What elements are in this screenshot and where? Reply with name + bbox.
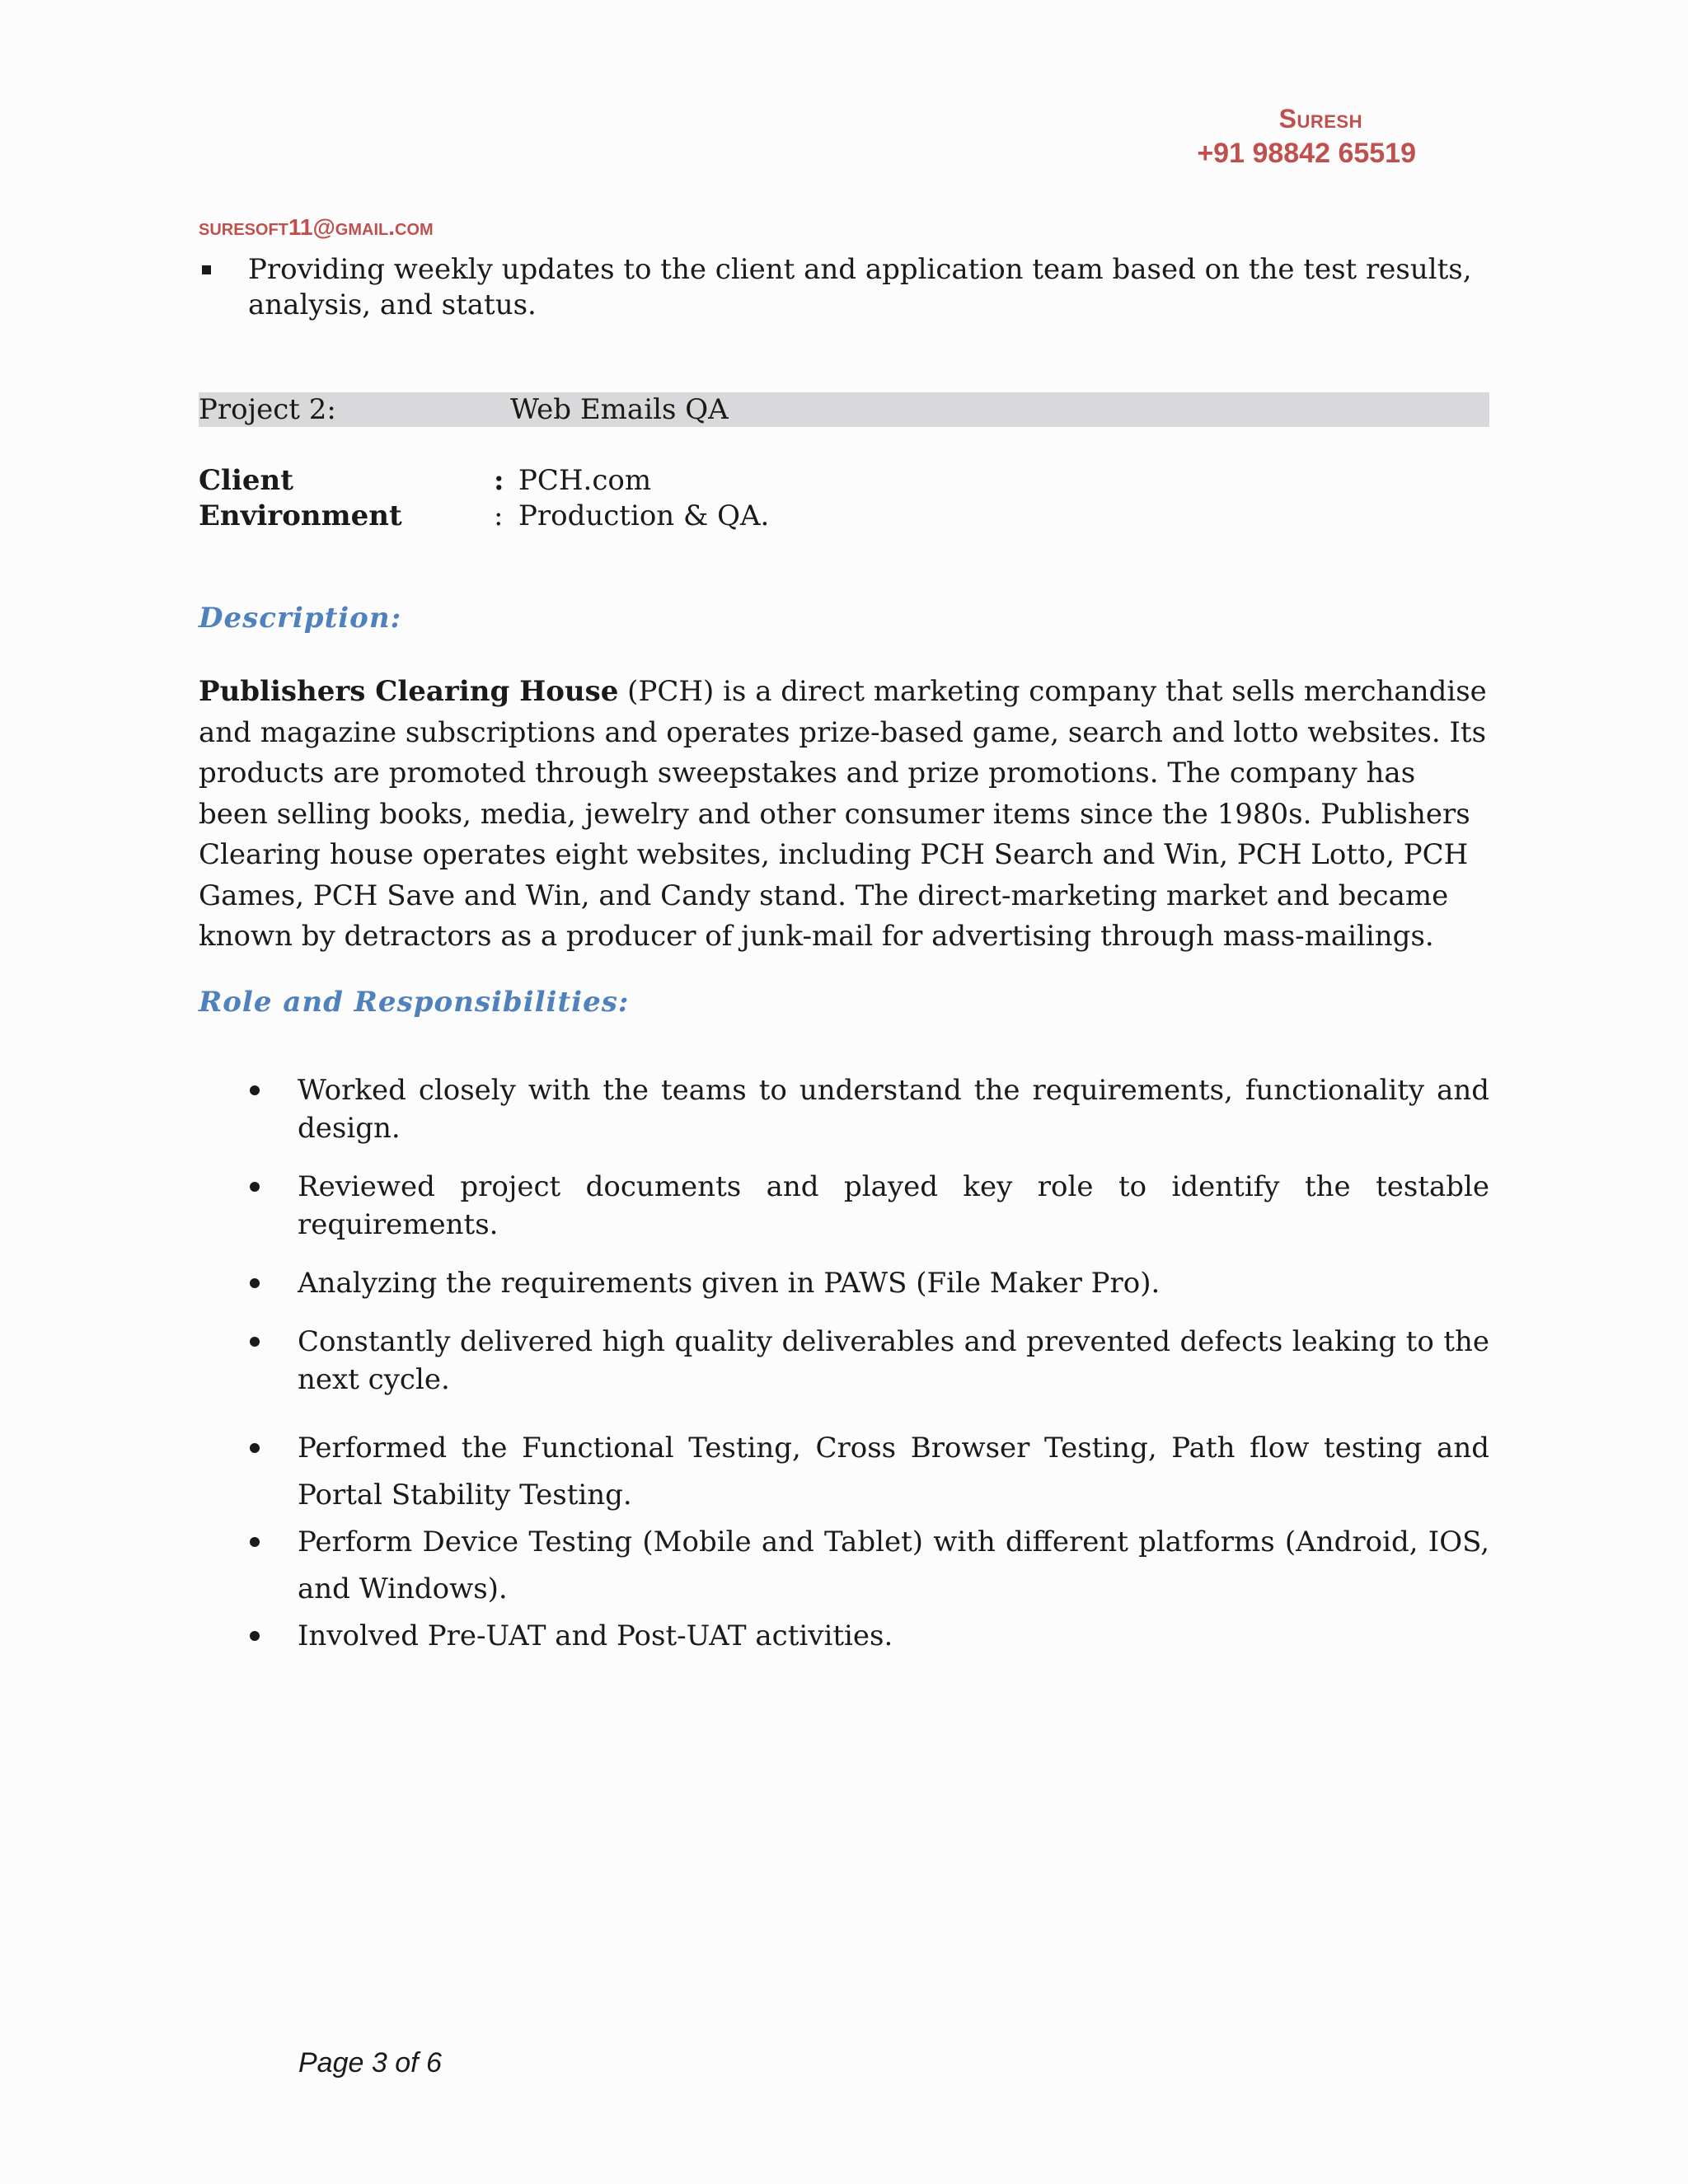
header-name: Suresh bbox=[1278, 104, 1362, 134]
bullet-icon bbox=[250, 1337, 260, 1347]
list-item bbox=[199, 1071, 1489, 1147]
list-item-text: Performed the Functional Testing, Cross Browser Testing, Path flow testing and Portal Stability Testing. bbox=[298, 1432, 1489, 1511]
list-item bbox=[199, 1425, 1489, 1519]
list-item bbox=[199, 1323, 1489, 1399]
list-item-text: Analyzing the requirements given in PAWS (File Maker Pro). bbox=[298, 1267, 1160, 1300]
detail-value: PCH.com bbox=[518, 464, 652, 497]
list-item bbox=[199, 1168, 1489, 1244]
square-bullet-icon bbox=[202, 265, 211, 274]
header-email: suresoft11@gmail.com bbox=[199, 214, 434, 240]
list-item bbox=[199, 1264, 1489, 1302]
list-item-text: Perform Device Testing (Mobile and Tablet) with different platforms (Android, IOS, and Windows). bbox=[298, 1526, 1489, 1605]
description-paragraph bbox=[199, 672, 1493, 958]
list-item-text: Constantly delivered high quality deliverables and prevented defects leaking to the next cycle. bbox=[298, 1325, 1489, 1396]
list-item bbox=[199, 1613, 1489, 1660]
description-body: (PCH) is a direct marketing company that sells merchandise and magazine subscriptions and operates prize-based game, search and lotto websites. Its products are promoted through sweepstakes and prize promotions. The company has been selling books, media, jewelry and other consumer items since the 1980s. Publishers Clearing house operates eight websites, including PCH Search and Win, PCH Lotto, PCH Games, PCH Save and Win, and Candy stand. The direct-marketing market and became known by detractors as a producer of junk-mail for advertising through mass-mailings. bbox=[199, 675, 1487, 953]
header-phone: +91 98842 65519 bbox=[1197, 138, 1416, 169]
bullet-icon bbox=[250, 1443, 260, 1453]
list-item-text: Worked closely with the teams to understand the requirements, functionality and design. bbox=[298, 1074, 1489, 1145]
detail-key: Environment bbox=[199, 499, 402, 532]
bullet-icon bbox=[250, 1085, 260, 1095]
project-title-bar bbox=[199, 392, 1489, 427]
description-lead: Publishers Clearing House bbox=[199, 675, 619, 708]
list-item bbox=[199, 1519, 1489, 1613]
list-item-text: Involved Pre-UAT and Post-UAT activities. bbox=[298, 1619, 893, 1652]
page-footer: Page 3 of 6 bbox=[298, 2047, 442, 2079]
bullet-icon bbox=[250, 1537, 260, 1547]
top-bullet-text: Providing weekly updates to the client and application team based on the test results, analysis, and status. bbox=[248, 253, 1472, 321]
bullet-icon bbox=[250, 1278, 260, 1288]
roles-list bbox=[199, 1071, 1489, 1660]
description-heading: Description: bbox=[199, 602, 402, 635]
roles-heading: Role and Responsibilities: bbox=[199, 986, 630, 1019]
bullet-icon bbox=[250, 1631, 260, 1641]
project-title: Web Emails QA bbox=[510, 393, 729, 426]
detail-separator: : bbox=[494, 464, 504, 497]
top-bullet-item bbox=[199, 252, 1484, 323]
detail-key: Client bbox=[199, 464, 293, 497]
list-item-text: Reviewed project documents and played key role to identify the testable requirements. bbox=[298, 1170, 1489, 1241]
project-label: Project 2: bbox=[199, 393, 336, 426]
bullet-icon bbox=[250, 1182, 260, 1192]
detail-separator: : bbox=[494, 499, 504, 532]
detail-value: Production & QA. bbox=[518, 499, 770, 532]
